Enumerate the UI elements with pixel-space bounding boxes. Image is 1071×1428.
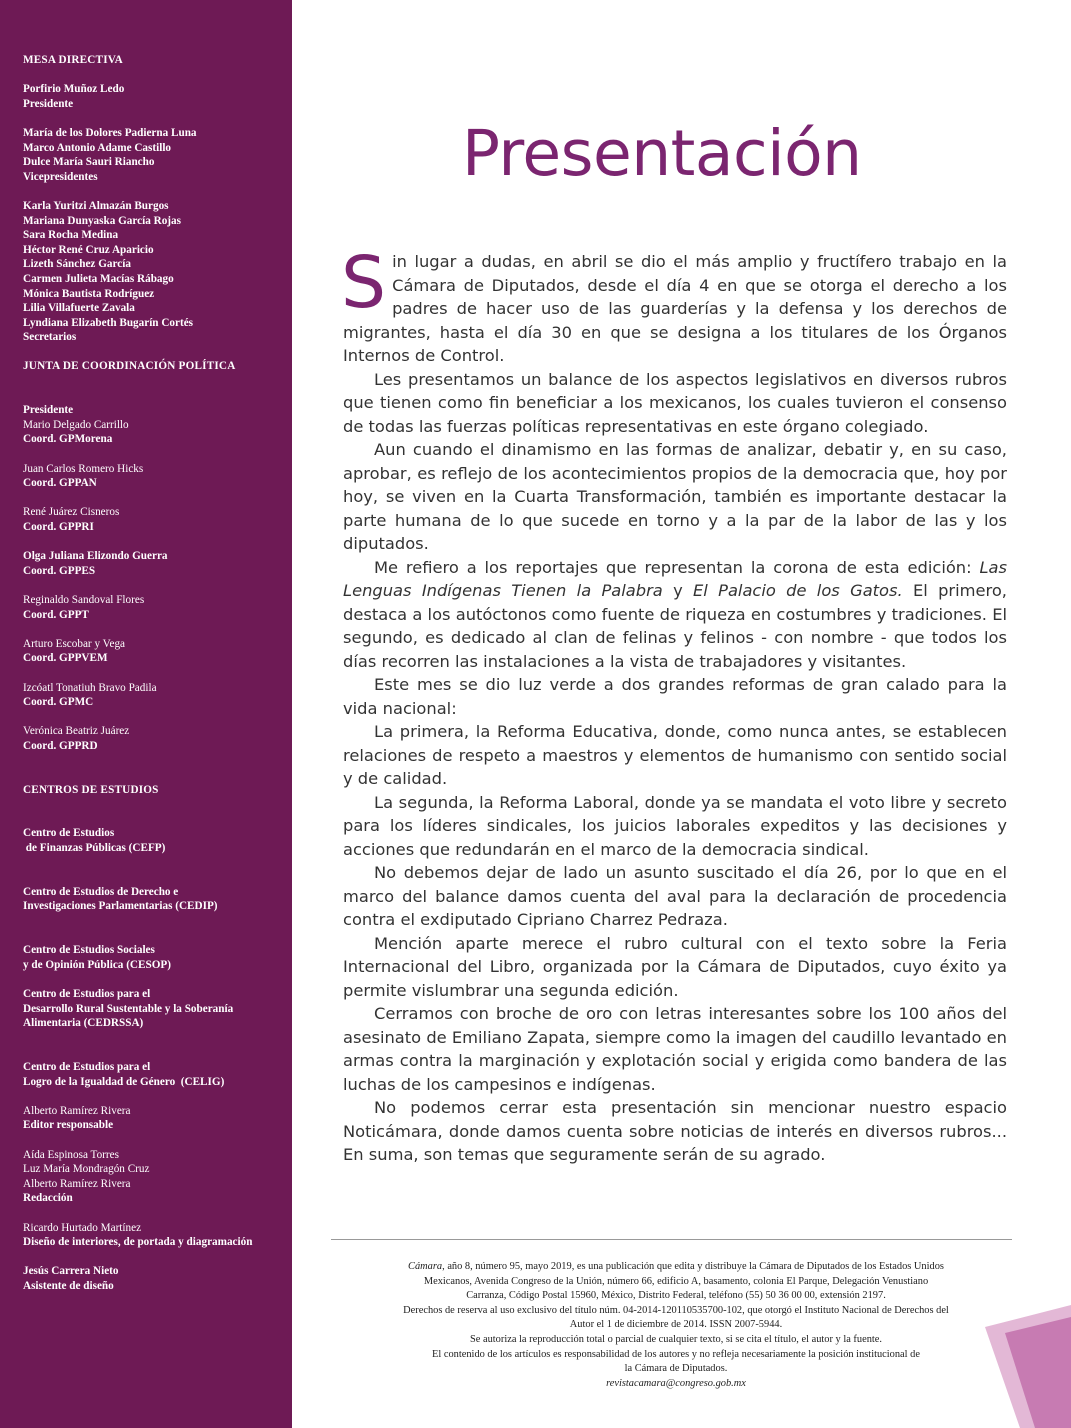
conjunction: y (662, 581, 694, 600)
masthead-line: Olga Juliana Elizondo Guerra (23, 550, 168, 563)
masthead-line: Izcóatl Tonatiuh Bravo Padila (23, 681, 157, 694)
masthead-line: Centro de Estudios para el (23, 1060, 151, 1073)
footer-line-3: Carranza, Código Postal 15960, México, Distrito Federal, teléfono (55) 50 36 00 00, extensión 2197. (466, 1290, 886, 1302)
masthead-line: Mario Delgado Carrillo (23, 418, 129, 431)
spacer (23, 578, 288, 593)
paragraph-1 (341, 241, 1007, 368)
masthead-line: Alimentaria (CEDRSSA) (23, 1017, 144, 1030)
masthead-line: Verónica Beatriz Juárez (23, 725, 130, 738)
masthead-line: Logro de la Igualdad de Género (CELIG) (23, 1075, 225, 1088)
section-heading: CENTROS DE ESTUDIOS (23, 783, 159, 796)
masthead-line: Aída Espinosa Torres (23, 1148, 119, 1161)
spacer (23, 184, 288, 199)
masthead-line: Marco Antonio Adame Castillo (23, 141, 172, 154)
masthead-line: Centro de Estudios para el (23, 988, 151, 1000)
paragraph-6: La primera, la Reforma Educativa, donde, como nunca antes, se establecen relaciones de respeto a maestros y elementos de humanismo con sentido social y de calidad. (343, 722, 1007, 788)
masthead-line: Ricardo Hurtado Martínez (23, 1221, 142, 1234)
page-title: Presentación (462, 117, 862, 190)
masthead-line: María de los Dolores Padierna Luna (23, 126, 197, 139)
masthead-sidebar (0, 0, 292, 1428)
spacer (23, 768, 288, 783)
masthead-line: Lyndiana Elizabeth Bugarín Cortés (23, 316, 194, 329)
contact-email[interactable] (340, 1377, 1012, 1392)
paragraph-9: Mención aparte merece el rubro cultural con el texto sobre la Feria Internacional del Libro, organizada por la Cámara de Diputados, cuyo éxito ya permite vislumbrar una segunda edición. (343, 933, 1007, 1000)
masthead-line: Coord. GPPAN (23, 477, 97, 490)
publication-name: Cámara (408, 1261, 443, 1272)
spacer (23, 389, 288, 404)
masthead-line: Alberto Ramírez Rivera (23, 1104, 131, 1117)
masthead-line: Carmen Julieta Macías Rábago (23, 272, 174, 285)
spacer (23, 491, 288, 506)
masthead-line: Mariana Dunyaska García Rojas (23, 214, 181, 227)
footer-line-2: Mexicanos, Avenida Congreso de la Unión, número 66, edificio A, basamento, colonia El Parque, Delegación Venustiano (423, 1275, 929, 1287)
masthead-line: Investigaciones Parlamentarias (CEDIP) (23, 900, 218, 913)
masthead-line: Presidente (23, 97, 74, 110)
spacer (23, 710, 288, 725)
spacer (23, 754, 288, 769)
masthead-line: Coord. GPPES (23, 564, 96, 577)
masthead-line: Karla Yuritzi Almazán Burgos (23, 199, 169, 212)
masthead-line: Lizeth Sánchez García (23, 258, 131, 271)
masthead-line: René Juárez Cisneros (23, 506, 120, 519)
article-body (341, 241, 1007, 1167)
masthead-line: Coord. GPMorena (23, 433, 113, 446)
spacer (23, 1089, 288, 1104)
paragraph-4-rest: El primero, destaca a los autóctonos como fuente de riqueza en costumbres y tradiciones. El segundo, es dedicado al clan de felinas y felinos - con nombre - que todos los días recorren las instalaciones a la vista de trabajadores y visitantes. (343, 581, 1007, 671)
masthead-line: Alberto Ramírez Rivera (23, 1177, 131, 1190)
masthead-line: Reginaldo Sandoval Flores (23, 593, 145, 606)
masthead-line: Diseño de interiores, de portada y diagramación (23, 1236, 253, 1249)
footer-line-4: Derechos de reserva al uso exclusivo del título núm. 04-2014-120110535700-102, que otorgó el Instituto Nacional de Derechos del (403, 1304, 949, 1316)
spacer (23, 856, 288, 871)
spacer (23, 1031, 288, 1046)
footer-line-1 (340, 1260, 1012, 1275)
footer-divider (331, 1239, 1012, 1240)
masthead-line: Editor responsable (23, 1119, 114, 1132)
spacer (23, 914, 288, 929)
masthead-line: Lilia Villafuerte Zavala (23, 302, 135, 315)
masthead-line: Jesús Carrera Nieto (23, 1265, 119, 1278)
paragraph-11: No podemos cerrar esta presentación sin mencionar nuestro espacio Noticámara, donde damos cuenta sobre noticias de interés en diversos rubros... En suma, son temas que seguramente serán de su agrado. (343, 1098, 1007, 1164)
masthead-line: Arturo Escobar y Vega (23, 637, 126, 650)
spacer (23, 1206, 288, 1221)
paragraph-8: No debemos dejar de lado un asunto suscitado el día 26, por lo que en el marco del balance damos cuenta del aval para la declaración de procedencia contra el exdiputado Cipriano Charrez Pedraza. (343, 863, 1007, 929)
masthead-line: Secretarios (23, 331, 77, 344)
masthead-line: Centro de Estudios de Derecho e (23, 885, 179, 898)
article-title-1: Las Lenguas Indígenas Tienen la Palabra (343, 557, 1007, 600)
spacer (23, 929, 288, 944)
paragraph-2: Les presentamos un balance de los aspectos legislativos en diversos rubros que tienen como fin beneficiar a los mexicanos, los cuales tuvieron el consenso de todas las fuerzas políticas representativas en este órgano colegiado. (343, 369, 1007, 436)
spacer (23, 1045, 288, 1060)
spacer (23, 622, 288, 637)
spacer (23, 972, 288, 987)
footer-line-8: la Cámara de Diputados. (624, 1363, 728, 1375)
masthead-line: Coord. GPMC (23, 696, 94, 709)
masthead-line: Coord. GPPRD (23, 739, 98, 752)
paragraph-7: La segunda, la Reforma Laboral, donde ya se mandata el voto libre y secreto para los líderes sindicales, los juicios laborales expeditos y las decisiones y acciones que redundarán en el marco de la democracia sindical. (343, 792, 1007, 859)
paragraph-4 (343, 556, 1007, 674)
masthead-line: Redacción (23, 1192, 73, 1205)
legal-footer (340, 1260, 1012, 1391)
masthead-line: Luz María Mondragón Cruz (23, 1163, 150, 1176)
section-heading: JUNTA DE COORDINACIÓN POLÍTICA (23, 360, 236, 373)
masthead-line: Porfirio Muñoz Ledo (23, 83, 125, 96)
spacer (23, 535, 288, 550)
section-heading: MESA DIRECTIVA (23, 54, 123, 66)
masthead-line: Centro de Estudios (23, 827, 115, 840)
email-text: revistacamara@congreso.gob.mx (606, 1377, 746, 1389)
masthead-line: Sara Rocha Medina (23, 229, 119, 242)
masthead-line: Vicepresidentes (23, 170, 98, 183)
paragraph-4-lead: Me refiero a los reportajes que representan la corona de esta edición: (374, 557, 980, 577)
masthead-line: Juan Carlos Romero Hicks (23, 462, 144, 475)
drop-cap: S (341, 241, 387, 324)
spacer (23, 345, 288, 360)
footer-line-7: El contenido de los artículos es responsabilidad de los autores y no refleja necesariamente la posición institucional de (432, 1348, 920, 1360)
masthead-line: Presidente (23, 404, 74, 417)
masthead-line: Coord. GPPT (23, 608, 89, 621)
paragraph-5: Este mes se dio luz verde a dos grandes reformas de gran calado para la vida nacional: (343, 675, 1007, 718)
spacer (23, 812, 288, 827)
spacer (23, 111, 288, 126)
masthead-line: Coord. GPPVEM (23, 652, 108, 665)
masthead-line: Desarrollo Rural Sustentable y la Soberanía (23, 1002, 234, 1015)
masthead-line: y de Opinión Pública (CESOP) (23, 958, 171, 971)
masthead-line: Coord. GPPRI (23, 521, 94, 533)
spacer (23, 68, 288, 83)
spacer (23, 797, 288, 812)
footer-line-6: Se autoriza la reproducción total o parcial de cualquier texto, si se cita el título, el autor y la fuente. (469, 1333, 882, 1345)
corner-decoration (980, 1305, 1071, 1428)
article-title-2: El Palacio de los Gatos. (693, 581, 903, 600)
spacer (23, 1250, 288, 1265)
spacer (23, 666, 288, 681)
paragraph-10: Cerramos con broche de oro con letras interesantes sobre los 100 años del asesinato de Emiliano Zapata, siempre como la imagen del caudillo levantado en armas contra la marginación y explotación social y erigida como bandera de las luchas de los campesinos e indígenas. (343, 1004, 1007, 1094)
masthead-line: de Finanzas Públicas (CEFP) (23, 842, 166, 855)
masthead-list (23, 53, 288, 1293)
paragraph-1-text: in lugar a dudas, en abril se dio el más amplio y fructífero trabajo en la Cámara de Diputados, desde el día 4 en que se otorga el derecho a los padres de hacer uso de las guarderías y la defensa y los derechos de migrantes, hasta el día 30 en que se designa a los titulares de los Órganos Internos de Control. (343, 252, 1007, 365)
spacer (23, 447, 288, 462)
footer-line-1-text: , año 8, número 95, mayo 2019, es una publicación que edita y distribuye la Cámara de Diputados de los Estados Unidos (442, 1261, 944, 1272)
masthead-line: Mónica Bautista Rodríguez (23, 287, 155, 300)
masthead-line: Héctor René Cruz Aparicio (23, 243, 154, 256)
spacer (23, 870, 288, 885)
spacer (23, 374, 288, 389)
masthead-line: Dulce María Sauri Riancho (23, 156, 155, 169)
masthead-line: Asistente de diseño (23, 1279, 114, 1292)
masthead-line: Centro de Estudios Sociales (23, 944, 155, 957)
spacer (23, 1133, 288, 1148)
footer-line-5: Autor el 1 de diciembre de 2014. ISSN 2007-5944. (569, 1319, 783, 1331)
paragraph-3: Aun cuando el dinamismo en las formas de analizar, debatir y, en su caso, aprobar, es reflejo de los acontecimientos propios de la democracia que, hoy por hoy, se viven en la Cuarta Transformación, también es importante destacar la parte humana de lo que sucede en torno y a la par de la labor de las y los diputados. (343, 440, 1007, 553)
